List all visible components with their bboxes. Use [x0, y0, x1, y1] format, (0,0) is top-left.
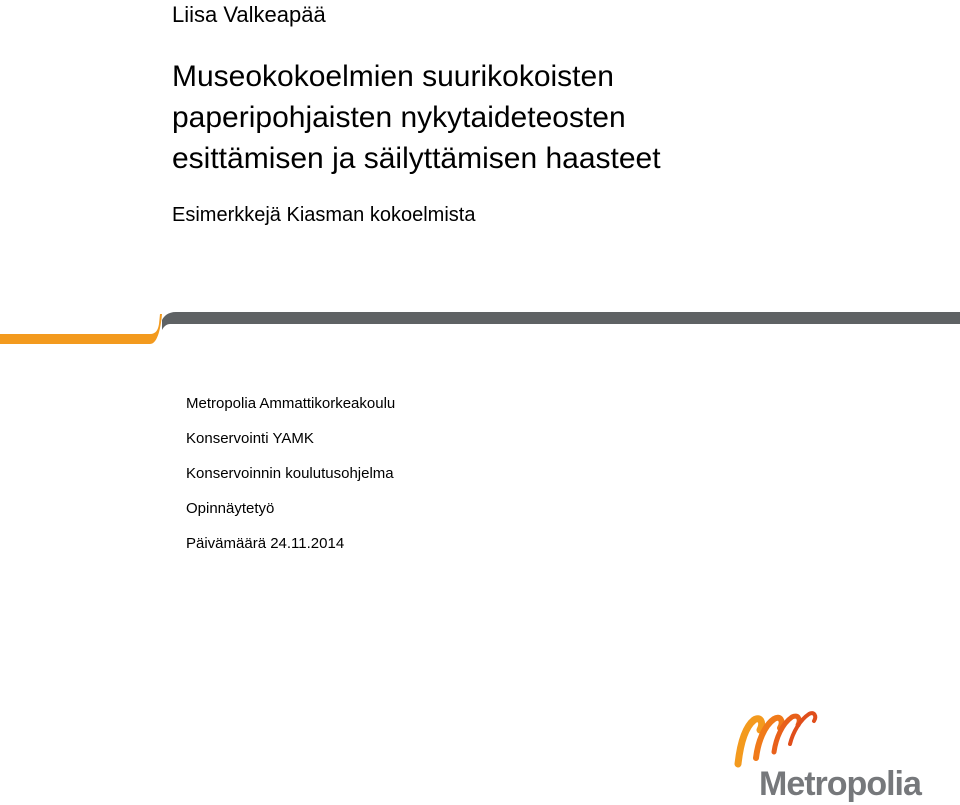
band-gray-stripe [162, 312, 960, 330]
title-line: Museokokoelmien suurikokoisten [172, 60, 614, 93]
metropolia-logo [730, 706, 921, 804]
title-line: paperipohjaisten nykytaideteosten [172, 101, 626, 134]
title-line: esittämisen ja säilyttämisen haasteet [172, 142, 661, 175]
decorative-band [0, 308, 960, 348]
info-block [186, 394, 395, 569]
date: Päivämäärä 24.11.2014 [186, 535, 345, 552]
band-orange-stripe [0, 314, 162, 344]
degree-program: Konservointi YAMK [186, 430, 314, 447]
metropolia-logo-mark-icon [730, 706, 830, 770]
thesis-title [172, 56, 912, 179]
institution: Metropolia Ammattikorkeakoulu [186, 395, 396, 412]
logo-wordmark: Metropolia [759, 765, 921, 803]
author-name: Liisa Valkeapää [172, 2, 326, 27]
document-type: Opinnäytetyö [186, 500, 275, 517]
thesis-subtitle: Esimerkkejä Kiasman kokoelmista [172, 204, 476, 226]
education-program: Konservoinnin koulutusohjelma [186, 465, 394, 482]
